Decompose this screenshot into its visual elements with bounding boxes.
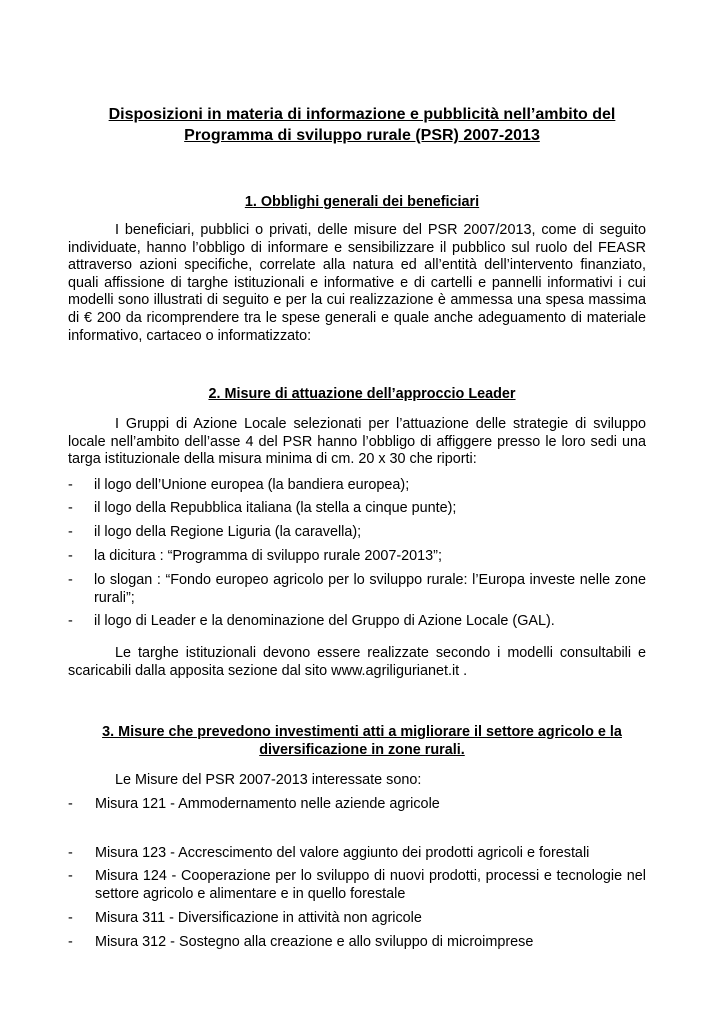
list-item bbox=[68, 934, 646, 952]
list-item bbox=[68, 796, 646, 814]
list-dash: - bbox=[68, 477, 73, 493]
list-dash: - bbox=[68, 613, 73, 629]
list-dash: - bbox=[68, 934, 73, 950]
section-2-paragraph: I Gruppi di Azione Locale selezionati per l’attuazione delle strategie di sviluppo locale nell’ambito dell’asse 4 del PSR hanno l’obbligo di affiggere presso le loro sedi una targa istituzionale della misura minima di cm. 20 x 30 che riporti: bbox=[68, 416, 646, 468]
section-3-heading-line-1: 3. Misure che prevedono investimenti atti a migliorare il settore agricolo e la bbox=[102, 724, 622, 740]
list-item-text: il logo della Repubblica italiana (la stella a cinque punte); bbox=[94, 500, 457, 516]
list-item-text: Misura 312 - Sostegno alla creazione e allo sviluppo di microimprese bbox=[95, 934, 534, 950]
section-3-heading-line-2: diversificazione in zone rurali. bbox=[259, 742, 465, 758]
list-dash: - bbox=[68, 548, 73, 564]
list-item bbox=[68, 548, 646, 566]
list-item bbox=[68, 910, 646, 928]
list-item-text: il logo dell’Unione europea (la bandiera europea); bbox=[94, 477, 410, 493]
list-item bbox=[68, 477, 646, 495]
list-item bbox=[68, 845, 646, 863]
list-item-text: Misura 121 - Ammodernamento nelle aziende agricole bbox=[95, 796, 440, 812]
list-item bbox=[68, 524, 646, 542]
list-item-text: Misura 311 - Diversificazione in attività non agricole bbox=[95, 910, 422, 926]
list-dash: - bbox=[68, 572, 73, 588]
list-dash: - bbox=[68, 500, 73, 516]
list-item-text: il logo di Leader e la denominazione del Gruppo di Azione Locale (GAL). bbox=[94, 613, 555, 629]
list-dash: - bbox=[68, 910, 73, 926]
list-item-text: il logo della Regione Liguria (la caravella); bbox=[94, 524, 362, 540]
list-item bbox=[68, 572, 646, 607]
list-item-text: Misura 123 - Accrescimento del valore aggiunto dei prodotti agricoli e forestali bbox=[95, 845, 590, 861]
list-item-text: Misura 124 - Cooperazione per lo sviluppo di nuovi prodotti, processi e tecnologie nel settore agricolo e alimentare e in quello forestale bbox=[95, 868, 646, 902]
section-1-paragraph: I beneficiari, pubblici o privati, delle misure del PSR 2007/2013, come di seguito individuate, hanno l’obbligo di informare e sensibilizzare il pubblico sul ruolo del FEASR attraverso azioni specifiche, correlate alla natura ed all’entità dell’intervento finanziato, quali affissione di targhe istituzionali e informative e di cartelli e pannelli informativi i cui modelli sono illustrati di seguito e per la cui realizzazione è ammessa una spesa massima di € 200 da ricomprendere tra le spese generali e quale anche adeguamento di materiale informativo, cartaceo o informatizzato: bbox=[68, 222, 646, 344]
list-item bbox=[68, 868, 646, 903]
section-2-closing: Le targhe istituzionali devono essere realizzate secondo i modelli consultabili e scaricabili dalla apposita sezione dal sito www.agriligurianet.it . bbox=[68, 645, 646, 679]
list-dash: - bbox=[68, 868, 73, 884]
list-item bbox=[68, 500, 646, 518]
section-3-intro: Le Misure del PSR 2007-2013 interessate sono: bbox=[115, 772, 422, 788]
section-2-heading: 2. Misure di attuazione dell’approccio Leader bbox=[208, 386, 516, 402]
section-1-heading: 1. Obblighi generali dei beneficiari bbox=[244, 194, 480, 210]
list-dash: - bbox=[68, 524, 73, 540]
list-dash: - bbox=[68, 796, 73, 812]
list-item-text: lo slogan : “Fondo europeo agricolo per lo sviluppo rurale: l’Europa investe nelle zone rurali”; bbox=[94, 572, 646, 606]
document-title: Disposizioni in materia di informazione e pubblicità nell’ambito del Programma di sviluppo rurale (PSR) 2007-2013 bbox=[108, 106, 616, 144]
list-dash: - bbox=[68, 845, 73, 861]
list-item bbox=[68, 613, 646, 631]
list-item-text: la dicitura : “Programma di sviluppo rurale 2007-2013”; bbox=[94, 548, 442, 564]
